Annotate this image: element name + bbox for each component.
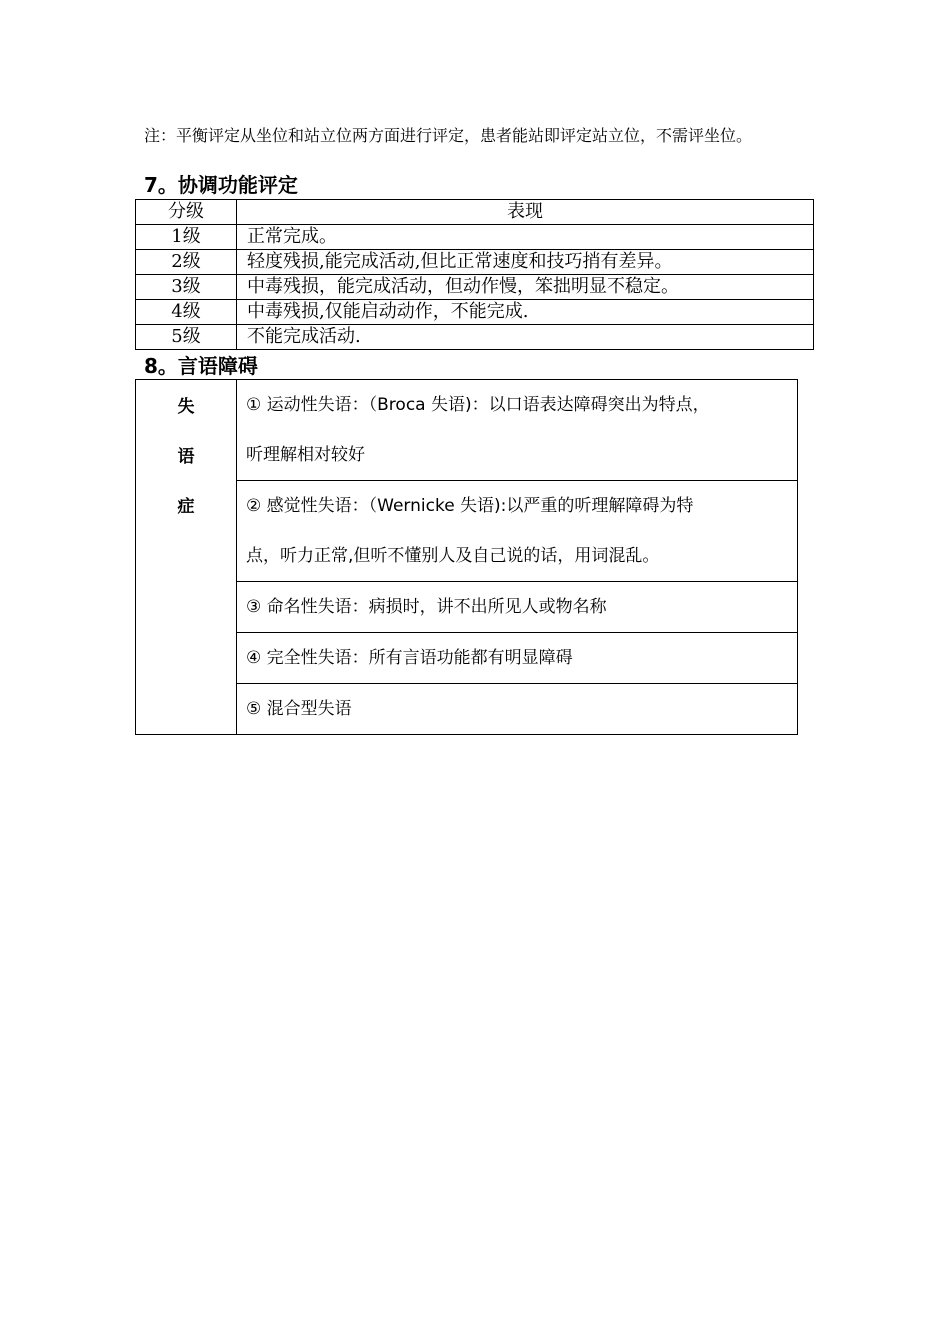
description-cell: 中毒残损，能完成活动，但动作慢，笨拙明显不稳定。 (237, 275, 814, 300)
coordination-row (136, 225, 814, 250)
column-header-level: 分级 (136, 200, 237, 225)
aphasia-side-label (136, 380, 237, 735)
aphasia-item-line: ② 感觉性失语：（Wernicke 失语):以严重的听理解障碍为特 (246, 496, 694, 516)
side-label-char: 语 (177, 447, 195, 467)
level-cell: 1级 (136, 225, 237, 250)
description-cell: 中毒残损,仅能启动动作，不能完成. (237, 300, 814, 325)
aphasia-item-line: ③ 命名性失语：病损时，讲不出所见人或物名称 (246, 597, 607, 617)
aphasia-item-line: 点，听力正常,但听不懂别人及自己说的话，用词混乱。 (246, 546, 660, 566)
column-header-description: 表现 (237, 200, 814, 225)
level-cell: 5级 (136, 325, 237, 350)
description-cell: 正常完成。 (237, 225, 814, 250)
level-cell: 3级 (136, 275, 237, 300)
aphasia-table (135, 379, 798, 735)
aphasia-item-line: ④ 完全性失语：所有言语功能都有明显障碍 (246, 648, 573, 668)
aphasia-item (237, 582, 798, 633)
coordination-row (136, 250, 814, 275)
description-cell: 不能完成活动. (237, 325, 814, 350)
coordination-table (135, 199, 814, 350)
level-cell: 4级 (136, 300, 237, 325)
coordination-row (136, 275, 814, 300)
coordination-row (136, 325, 814, 350)
aphasia-item (237, 633, 798, 684)
side-label-char: 症 (177, 497, 195, 517)
coordination-row (136, 300, 814, 325)
aphasia-item-line: ① 运动性失语：（Broca 失语)：以口语表达障碍突出为特点， (246, 395, 710, 415)
aphasia-item (237, 380, 798, 481)
section-7-heading: 7。协调功能评定 (144, 173, 298, 197)
coordination-header-row (136, 200, 814, 225)
aphasia-item-line: 听理解相对较好 (246, 445, 365, 465)
side-label-char: 失 (177, 397, 195, 417)
description-cell: 轻度残损,能完成活动,但比正常速度和技巧捎有差异。 (237, 250, 814, 275)
balance-note: 注：平衡评定从坐位和站立位两方面进行评定，患者能站即评定站立位，不需评坐位。 (144, 126, 753, 145)
aphasia-item (237, 684, 798, 735)
aphasia-item-line: ⑤ 混合型失语 (246, 699, 352, 719)
section-8-heading: 8。言语障碍 (144, 354, 258, 378)
aphasia-row (136, 380, 798, 481)
level-cell: 2级 (136, 250, 237, 275)
aphasia-item (237, 481, 798, 582)
